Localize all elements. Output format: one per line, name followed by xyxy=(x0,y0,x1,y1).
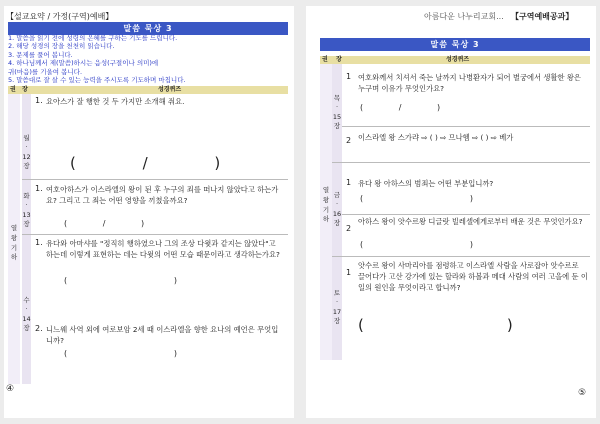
question-text: 이스라엘 왕 스가랴 ⇨ ( ) ⇨ 므나헴 ⇨ ( ) ⇨ 베가 xyxy=(358,133,514,142)
question-text: 여호와께서 치셔서 죽는 날까지 나병환자가 되어 별궁에서 생활한 왕은 누구며 이유가 무엇인가요? xyxy=(358,73,581,93)
question-text: 니느웨 사역 외에 여로보암 2세 때 이스라엘을 향한 요나의 예언은 무엇입니까? xyxy=(46,325,279,345)
question-text: 유다와 아마샤를 "정직히 행하였으나 그의 조상 다윗과 같지는 않았다"고 하는데 이렇게 표현하는 데는 다윗의 어떤 모습 때문이라고 생각하는가요? xyxy=(46,239,280,259)
instruction-line: 3. 문제를 풀어 봅니다. xyxy=(8,50,73,59)
chapter-label: 토 · 17 장 xyxy=(332,289,342,326)
question-number: 1. xyxy=(35,184,43,193)
page-number: ⑤ xyxy=(578,388,587,398)
instruction-line: 4. 하나님께서 제(말씀)하시는 음성(구절이나 의미)에 xyxy=(8,59,159,68)
question-number: 2. xyxy=(35,324,43,333)
chapter-label: 월 · 12 장 xyxy=(22,134,31,171)
answer-blank[interactable]: ( / ) xyxy=(64,219,145,228)
instruction-line: 1. 말씀을 읽기 전에 성령의 은혜를 구하는 기도를 드립니다. xyxy=(8,34,178,42)
chapter-label: 목 · 15 장 xyxy=(332,94,342,131)
col-jang: 장 xyxy=(22,86,28,93)
instruction-line: 2. 해당 성경의 장을 천천히 읽습니다. xyxy=(8,42,115,51)
answer-blank[interactable]: ( ) xyxy=(360,194,474,203)
col-gwon: 권 xyxy=(10,86,16,93)
divider xyxy=(332,256,590,257)
answer-blank[interactable]: ( ) xyxy=(64,276,178,285)
divider xyxy=(342,214,590,215)
question-number: 1. xyxy=(35,238,43,247)
church-name: 아름다운 나누리교회... xyxy=(424,12,504,21)
page-header: 【설교요약 / 가정(구역)예배】 xyxy=(6,12,114,21)
table-header xyxy=(8,86,288,94)
instructions xyxy=(8,34,288,84)
question-text: 요아스가 잘 행한 것 두 가지만 소개해 줘요. xyxy=(46,97,185,106)
question-text: 앗수르 왕이 사마리아를 점령하고 이스라엘 사람을 사로잡아 앗수르로 끌어다가 고산 강가에 있는 할라와 하볼과 메대 사람의 여러 고을에 둔 이 일의 원인을 무엇이라고 합니까? xyxy=(358,261,588,292)
question-text: 여호아하스가 이스라엘의 왕이 된 후 누구의 죄를 떠나지 않았다고 하는가요? 그리고 그 죄는 어떤 영향을 끼쳤을까요? xyxy=(46,185,279,205)
question-number: 1 xyxy=(346,268,352,277)
answer-blank[interactable]: ( ) xyxy=(64,349,178,358)
page-number: ④ xyxy=(6,384,15,394)
question-number: 1 xyxy=(346,72,352,81)
divider xyxy=(342,126,590,127)
right-page xyxy=(306,6,596,418)
divider xyxy=(22,179,288,180)
chapter-label: 수 · 14 장 xyxy=(22,296,31,333)
instruction-line: 5. 말씀대로 잘 살 수 있는 능력을 주시도록 기도하며 마칩니다. xyxy=(8,76,186,85)
col-quiz: 성경퀴즈 xyxy=(158,86,182,93)
col-quiz: 성경퀴즈 xyxy=(446,56,470,63)
question-number: 2 xyxy=(346,224,352,233)
answer-blank[interactable]: ( / ) xyxy=(360,103,441,112)
page-header: 【구역예배공과】 xyxy=(511,12,574,21)
table-header xyxy=(320,56,590,64)
divider xyxy=(22,234,288,235)
instruction-line: 귀(마음)를 기울여 봅니다. xyxy=(8,67,83,76)
book-name: 열 왕 기 하 xyxy=(10,224,18,262)
page-title: 말씀 묵상 3 xyxy=(320,38,590,51)
answer-blank[interactable]: ( / ) xyxy=(70,154,221,172)
col-gwon: 권 xyxy=(322,56,328,63)
left-page xyxy=(4,6,294,418)
question-number: 1. xyxy=(35,96,43,105)
page-title: 말씀 묵상 3 xyxy=(8,22,288,35)
question-number: 2 xyxy=(346,136,352,145)
chapter-label: 금 · 16 장 xyxy=(332,191,342,228)
answer-blank[interactable]: ( ) xyxy=(360,240,474,249)
chapter-label: 화 · 13 장 xyxy=(22,192,31,229)
book-name: 열 왕 기 하 xyxy=(322,186,330,224)
col-jang: 장 xyxy=(336,56,342,63)
question-text: 유다 왕 아하스의 범죄는 어떤 부분입니까? xyxy=(358,179,494,188)
question-number: 1 xyxy=(346,178,352,187)
answer-blank[interactable]: ( ) xyxy=(358,316,513,334)
divider xyxy=(332,162,590,163)
question-text: 아하스 왕이 앗수르왕 디글랏 빌레셀에게로부터 배운 것은 무엇인가요? xyxy=(358,217,583,226)
